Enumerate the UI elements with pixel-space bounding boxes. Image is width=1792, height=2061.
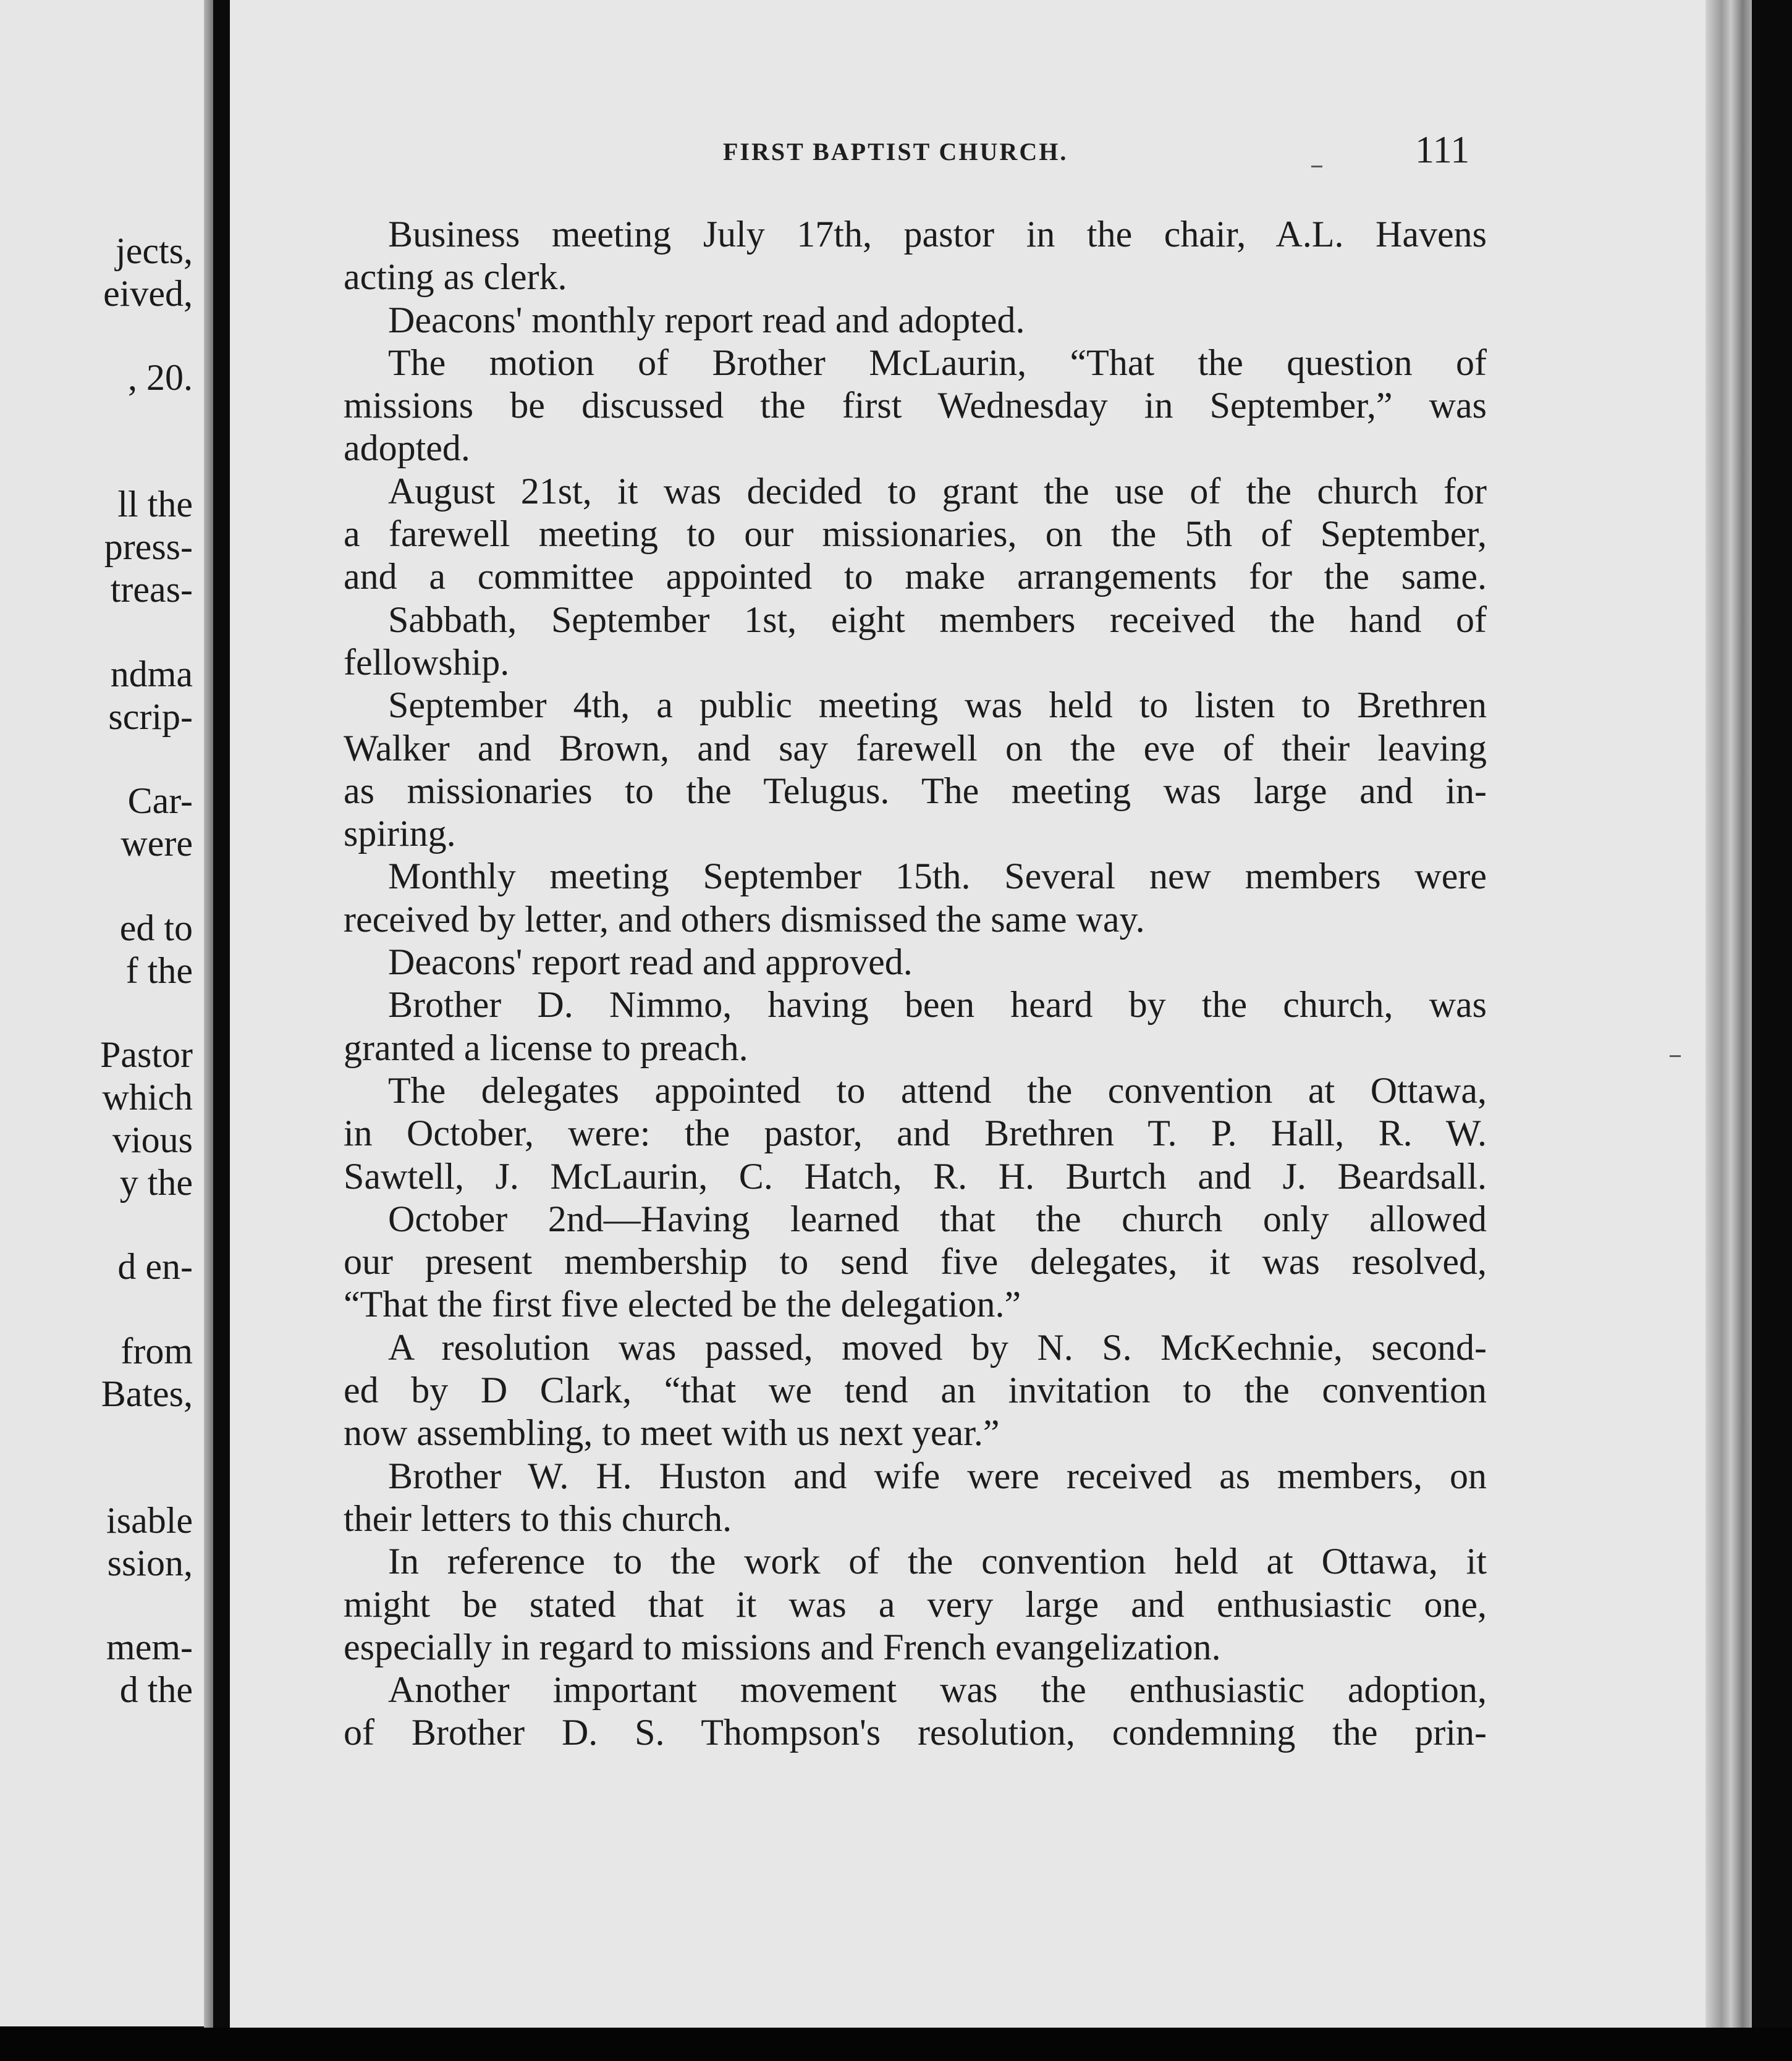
left-page-fragment: from xyxy=(120,1331,193,1372)
text-line: might be stated that it was a very large and enthusiastic one, xyxy=(344,1583,1487,1625)
text-line: adopted. xyxy=(344,428,470,469)
left-page-fragment: Pastor xyxy=(100,1034,193,1075)
text-line: granted a license to preach. xyxy=(344,1027,748,1068)
text-line: Sawtell, J. McLaurin, C. Hatch, R. H. Burtch and J. Beardsall. xyxy=(344,1155,1487,1197)
text-line: received by letter, and others dismissed the same way. xyxy=(344,898,1145,940)
text-line: and a committee appointed to make arrangements for the same. xyxy=(344,556,1487,597)
text-line: missions be discussed the first Wednesday in September,” was xyxy=(344,385,1487,426)
text-line: The motion of Brother McLaurin, “That the question of xyxy=(388,342,1487,383)
scan-border-bottom xyxy=(0,2028,1792,2061)
text-line: Business meeting July 17th, pastor in the chair, A.L. Havens xyxy=(388,214,1487,255)
text-line: fellowship. xyxy=(344,641,510,683)
left-page-fragment: press- xyxy=(104,526,193,567)
text-line: spiring. xyxy=(344,813,456,854)
left-page-fragment: mem- xyxy=(106,1627,193,1667)
running-head: FIRST BAPTIST CHURCH. xyxy=(723,138,1068,166)
text-line: Sabbath, September 1st, eight members received the hand of xyxy=(388,599,1487,640)
left-page-fragment: d the xyxy=(119,1669,193,1710)
text-line: August 21st, it was decided to grant the use of the church for xyxy=(388,470,1487,512)
left-page-fragment: eived, xyxy=(103,273,193,314)
text-line: especially in regard to missions and French evangelization. xyxy=(344,1626,1221,1667)
left-page-fragment: ed to xyxy=(119,908,193,948)
left-page-fragment: f the xyxy=(125,950,193,991)
text-line: In reference to the work of the convention held at Ottawa, it xyxy=(388,1541,1487,1582)
text-line: October 2nd—Having learned that the church only allowed xyxy=(388,1198,1487,1239)
text-line: A resolution was passed, moved by N. S. McKechnie, second- xyxy=(388,1326,1487,1368)
book-gutter xyxy=(213,0,232,2061)
text-line: Deacons' report read and approved. xyxy=(388,942,913,983)
text-line: acting as clerk. xyxy=(344,256,567,298)
left-page-fragment: y the xyxy=(119,1162,193,1203)
text-line: “That the first five elected be the delegation.” xyxy=(344,1284,1021,1325)
left-page-fragment: , 20. xyxy=(128,357,193,398)
text-line: September 4th, a public meeting was held to listen to Brethren xyxy=(388,685,1487,726)
page-number: 111 xyxy=(1415,129,1470,171)
left-page-fragment: ssion, xyxy=(107,1543,193,1583)
print-speck xyxy=(1670,1055,1681,1057)
left-page-fragment: ndma xyxy=(110,654,193,694)
left-page-fragment: vious xyxy=(112,1119,193,1160)
left-page-fragment: were xyxy=(120,823,193,864)
left-page-fragment: Bates, xyxy=(101,1373,193,1414)
text-line: Another important movement was the enthusiastic adoption, xyxy=(388,1669,1487,1711)
left-page-fragment: ll the xyxy=(117,484,193,525)
text-line: as missionaries to the Telugus. The meeting was large and in- xyxy=(344,770,1487,811)
left-page-fragment: scrip- xyxy=(108,696,193,737)
text-line: Brother W. H. Huston and wife were received as members, on xyxy=(388,1455,1487,1496)
text-line: in October, were: the pastor, and Brethren T. P. Hall, R. W. xyxy=(344,1113,1487,1154)
facing-page-left xyxy=(0,0,204,2026)
left-page-fragment: treas- xyxy=(110,569,193,610)
text-line: our present membership to send five delegates, it was resolved, xyxy=(344,1241,1487,1283)
text-line: of Brother D. S. Thompson's resolution, condemning the prin- xyxy=(344,1712,1487,1753)
text-line: Deacons' monthly report read and adopted. xyxy=(388,299,1025,340)
text-line: ed by D Clark, “that we tend an invitation to the convention xyxy=(344,1370,1487,1411)
text-line: Walker and Brown, and say farewell on the eve of their leaving xyxy=(344,727,1487,769)
left-page-fragment: Car- xyxy=(127,780,193,821)
text-line: Brother D. Nimmo, having been heard by the church, was xyxy=(388,984,1487,1026)
text-line: a farewell meeting to our missionaries, on the 5th of September, xyxy=(344,513,1487,555)
text-line: their letters to this church. xyxy=(344,1498,732,1539)
left-page-fragment: d en- xyxy=(117,1246,193,1287)
scan-border-right xyxy=(1752,0,1792,2061)
text-line: Monthly meeting September 15th. Several new members were xyxy=(388,856,1487,897)
text-line: The delegates appointed to attend the convention at Ottawa, xyxy=(388,1069,1487,1111)
left-page-fragment: which xyxy=(102,1077,193,1118)
left-page-fragment: jects, xyxy=(116,230,193,271)
page-body-text xyxy=(344,213,1487,1755)
page-block-edge xyxy=(1705,0,1752,2039)
left-page-fragment: isable xyxy=(106,1500,193,1541)
print-speck xyxy=(1311,166,1322,167)
text-line: now assembling, to meet with us next year.” xyxy=(344,1412,1000,1454)
